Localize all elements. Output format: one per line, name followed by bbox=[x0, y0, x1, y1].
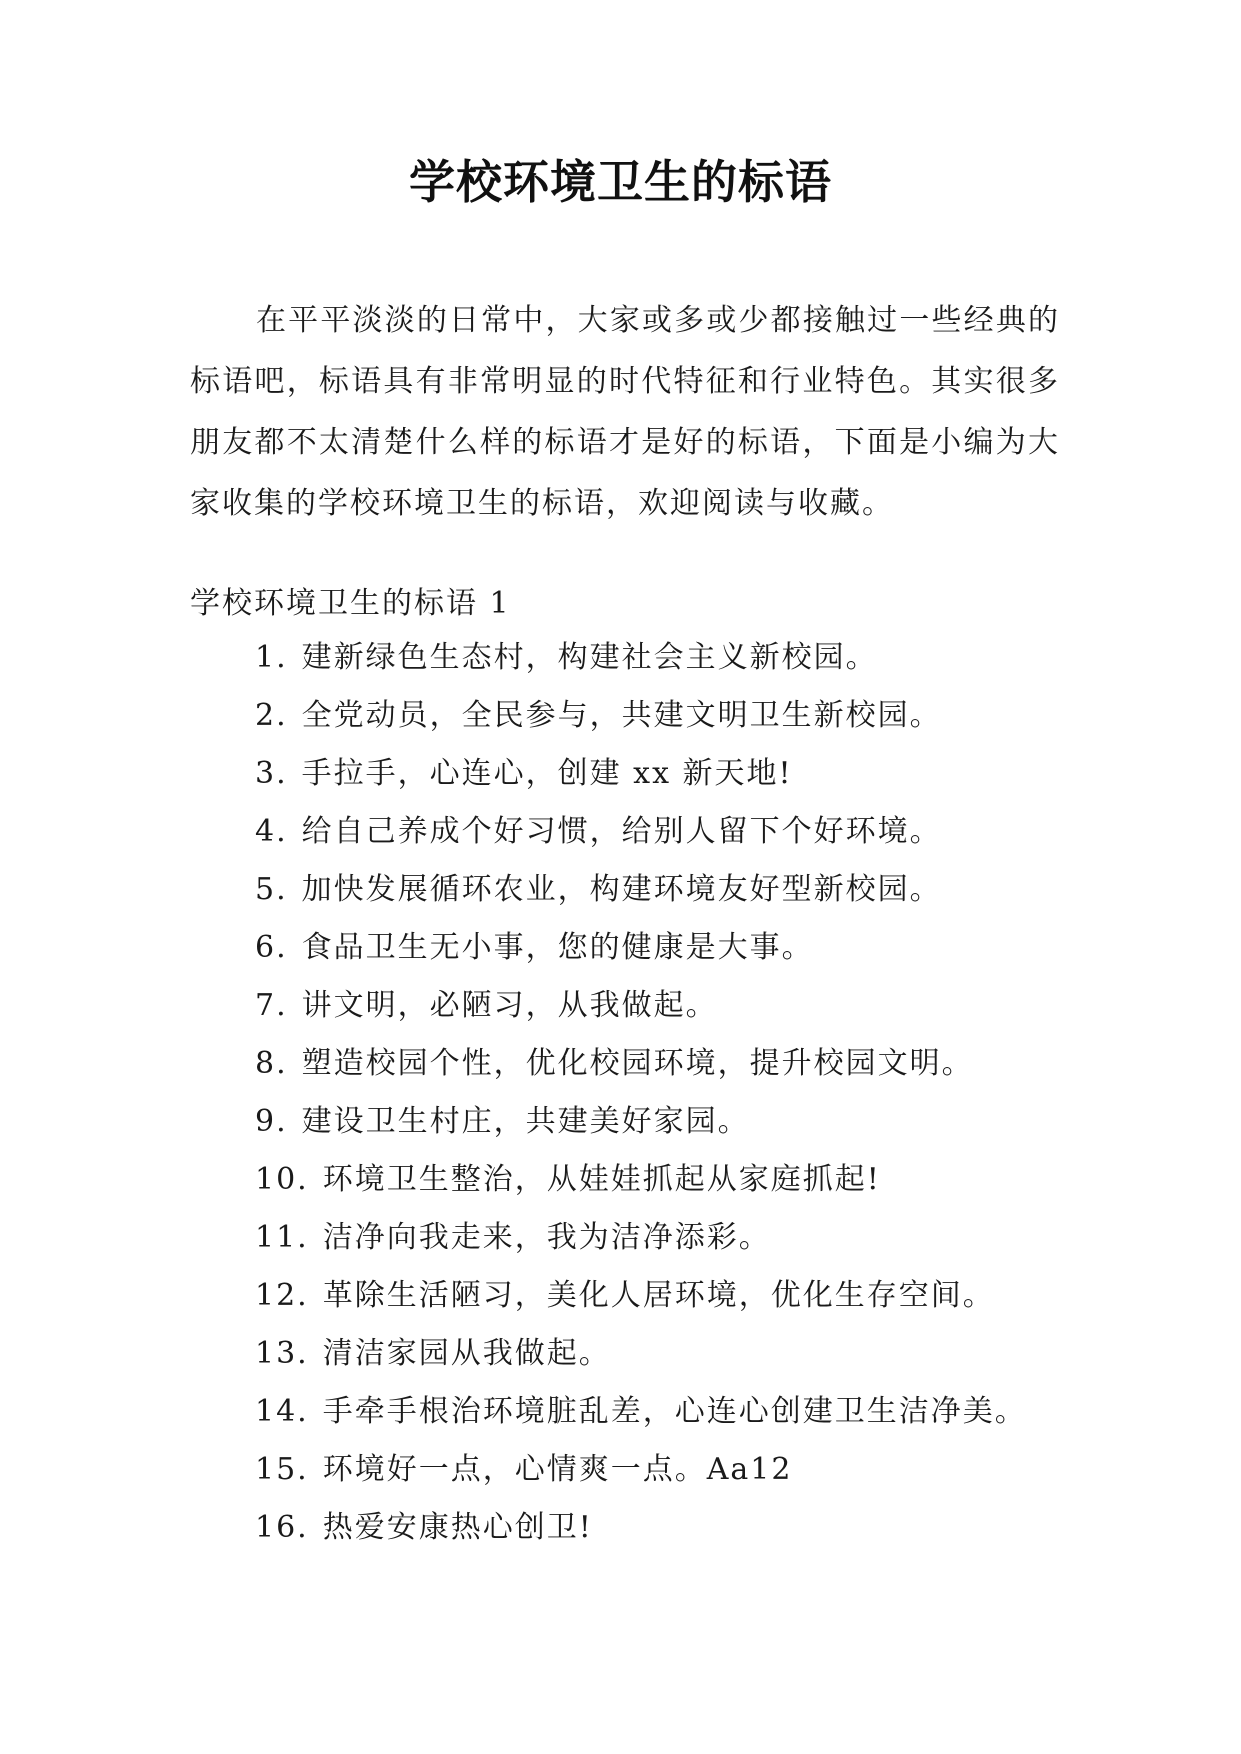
slogan-list bbox=[255, 636, 1027, 1564]
slogan-number: 15. bbox=[255, 1452, 309, 1487]
slogan-item bbox=[255, 926, 1027, 984]
slogan-text: 环境好一点，心情爽一点。Aa12 bbox=[322, 1452, 793, 1487]
slogan-item bbox=[255, 868, 1027, 926]
slogan-number: 13. bbox=[255, 1336, 309, 1371]
slogan-item bbox=[255, 984, 1027, 1042]
slogan-item bbox=[255, 636, 1027, 694]
slogan-number: 4. bbox=[255, 814, 288, 849]
slogan-number: 5. bbox=[255, 872, 288, 907]
slogan-item bbox=[255, 810, 1027, 868]
slogan-item bbox=[255, 1332, 1027, 1390]
slogan-text: 手拉手，心连心，创建 xx 新天地! bbox=[301, 756, 793, 791]
slogan-item bbox=[255, 1216, 1027, 1274]
slogan-number: 16. bbox=[255, 1510, 309, 1545]
slogan-text: 加快发展循环农业，构建环境友好型新校园。 bbox=[301, 872, 942, 907]
slogan-item bbox=[255, 752, 1027, 810]
slogan-text: 建设卫生村庄，共建美好家园。 bbox=[301, 1104, 750, 1139]
slogan-text: 建新绿色生态村，构建社会主义新校园。 bbox=[301, 640, 878, 675]
intro-paragraph: 在平平淡淡的日常中，大家或多或少都接触过一些经典的标语吧，标语具有非常明显的时代特征和行业特色。其实很多朋友都不太清楚什么样的标语才是好的标语，下面是小编为大家收集的学校环境卫生的标语，欢迎阅读与收藏。 bbox=[190, 303, 1060, 521]
slogan-text: 革除生活陋习，美化人居环境，优化生存空间。 bbox=[322, 1278, 995, 1313]
slogan-number: 12. bbox=[255, 1278, 309, 1313]
slogan-text: 环境卫生整治，从娃娃抓起从家庭抓起! bbox=[322, 1162, 881, 1197]
slogan-item bbox=[255, 1158, 1027, 1216]
slogan-number: 10. bbox=[255, 1162, 309, 1197]
slogan-item bbox=[255, 1390, 1027, 1448]
slogan-item bbox=[255, 1506, 1027, 1564]
slogan-number: 1. bbox=[255, 640, 288, 675]
slogan-item bbox=[255, 1100, 1027, 1158]
slogan-number: 8. bbox=[255, 1046, 288, 1081]
slogan-number: 7. bbox=[255, 988, 288, 1023]
slogan-number: 2. bbox=[255, 698, 288, 733]
slogan-text: 热爱安康热心创卫! bbox=[322, 1510, 593, 1545]
slogan-text: 全党动员，全民参与，共建文明卫生新校园。 bbox=[301, 698, 942, 733]
slogan-item bbox=[255, 1042, 1027, 1100]
slogan-text: 清洁家园从我做起。 bbox=[322, 1336, 611, 1371]
slogan-text: 给自己养成个好习惯，给别人留下个好环境。 bbox=[301, 814, 942, 849]
slogan-item bbox=[255, 694, 1027, 752]
slogan-item bbox=[255, 1274, 1027, 1332]
slogan-number: 11. bbox=[255, 1220, 309, 1255]
section-heading: 学校环境卫生的标语 1 bbox=[190, 586, 511, 621]
slogan-text: 食品卫生无小事，您的健康是大事。 bbox=[301, 930, 814, 965]
slogan-item bbox=[255, 1448, 1027, 1506]
slogan-text: 塑造校园个性，优化校园环境，提升校园文明。 bbox=[301, 1046, 974, 1081]
slogan-text: 手牵手根治环境脏乱差，心连心创建卫生洁净美。 bbox=[322, 1394, 1027, 1429]
slogan-number: 14. bbox=[255, 1394, 309, 1429]
slogan-text: 洁净向我走来，我为洁净添彩。 bbox=[322, 1220, 771, 1255]
document-title: 学校环境卫生的标语 bbox=[409, 155, 832, 209]
slogan-number: 3. bbox=[255, 756, 288, 791]
slogan-number: 9. bbox=[255, 1104, 288, 1139]
slogan-number: 6. bbox=[255, 930, 288, 965]
slogan-text: 讲文明，必陋习，从我做起。 bbox=[301, 988, 718, 1023]
